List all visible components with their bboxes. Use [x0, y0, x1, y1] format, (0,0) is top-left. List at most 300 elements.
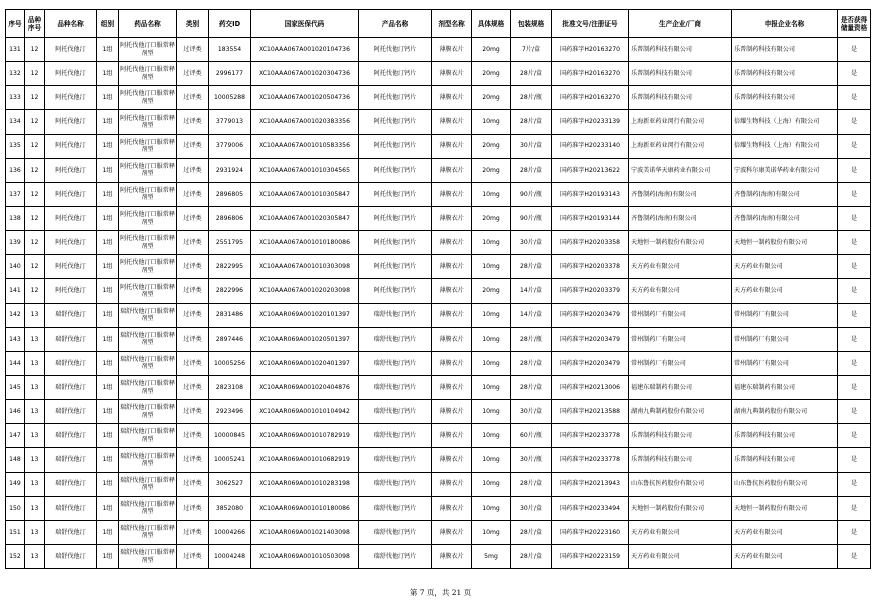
cell-spec: 10mg	[472, 496, 511, 520]
table-row	[6, 520, 871, 544]
cell-variety-index: 13	[25, 472, 45, 496]
cell-variety-index: 12	[25, 62, 45, 86]
cell-variety-name: 瑞舒伐他汀	[45, 303, 97, 327]
col-header-package: 包装规格	[511, 10, 552, 38]
cell-index: 149	[6, 472, 25, 496]
cell-insurance-code: XC10AAR069A001020101397	[251, 303, 359, 327]
table-row	[6, 110, 871, 134]
cell-trade-id: 2923496	[209, 400, 251, 424]
cell-applicant: 宁波科尔康美诺华药业有限公司	[732, 158, 838, 182]
cell-manufacturer: 乐普制药科技有限公司	[629, 62, 732, 86]
cell-variety-name: 瑞舒伐他汀	[45, 400, 97, 424]
cell-group: 1组	[97, 496, 119, 520]
cell-variety-name: 阿托伐他汀	[45, 206, 97, 230]
cell-variety-index: 12	[25, 279, 45, 303]
table-row	[6, 351, 871, 375]
cell-index: 144	[6, 351, 25, 375]
cell-variety-index: 13	[25, 448, 45, 472]
cell-trade-id: 2931924	[209, 158, 251, 182]
cell-dosage-form: 薄膜衣片	[432, 38, 472, 62]
cell-variety-index: 12	[25, 206, 45, 230]
cell-insurance-code: XC10AAA067A001020305847	[251, 206, 359, 230]
cell-group: 1组	[97, 400, 119, 424]
cell-trade-id: 10004266	[209, 520, 251, 544]
cell-index: 150	[6, 496, 25, 520]
cell-package: 28片/盒	[511, 158, 552, 182]
cell-qualified: 是	[838, 472, 871, 496]
cell-variety-index: 12	[25, 255, 45, 279]
cell-applicant: 常州制药厂有限公司	[732, 327, 838, 351]
cell-applicant: 乐普制药科技有限公司	[732, 38, 838, 62]
cell-qualified: 是	[838, 351, 871, 375]
cell-drug-name: 瑞舒伐他汀口服常释剂型	[119, 424, 177, 448]
cell-product-name: 瑞舒伐他汀钙片	[359, 375, 432, 399]
cell-product-name: 阿托伐他汀钙片	[359, 86, 432, 110]
cell-dosage-form: 薄膜衣片	[432, 231, 472, 255]
header-row	[6, 10, 871, 38]
cell-variety-name: 阿托伐他汀	[45, 255, 97, 279]
cell-package: 14片/盒	[511, 303, 552, 327]
cell-trade-id: 3852080	[209, 496, 251, 520]
cell-applicant: 天方药业有限公司	[732, 544, 838, 568]
table-row	[6, 375, 871, 399]
cell-applicant: 天方药业有限公司	[732, 255, 838, 279]
cell-product-name: 瑞舒伐他汀钙片	[359, 400, 432, 424]
cell-group: 1组	[97, 544, 119, 568]
cell-spec: 10mg	[472, 327, 511, 351]
cell-approval-number: 国药准字H20163270	[552, 62, 629, 86]
cell-approval-number: 国药准字H20213006	[552, 375, 629, 399]
cell-product-name: 瑞舒伐他汀钙片	[359, 520, 432, 544]
cell-trade-id: 10004248	[209, 544, 251, 568]
cell-index: 145	[6, 375, 25, 399]
col-header-drug-name: 药品名称	[119, 10, 177, 38]
cell-applicant: 倍耀生物科技（上海）有限公司	[732, 134, 838, 158]
cell-dosage-form: 薄膜衣片	[432, 110, 472, 134]
cell-product-name: 阿托伐他汀钙片	[359, 231, 432, 255]
cell-category: 过评类	[177, 134, 209, 158]
cell-variety-index: 13	[25, 520, 45, 544]
cell-group: 1组	[97, 134, 119, 158]
cell-drug-name: 瑞舒伐他汀口服常释剂型	[119, 448, 177, 472]
cell-trade-id: 2551795	[209, 231, 251, 255]
cell-drug-name: 阿托伐他汀口服常释剂型	[119, 279, 177, 303]
cell-product-name: 瑞舒伐他汀钙片	[359, 496, 432, 520]
cell-manufacturer: 常州制药厂有限公司	[629, 327, 732, 351]
col-header-variety-name: 品种名称	[45, 10, 97, 38]
cell-trade-id: 2996177	[209, 62, 251, 86]
table-row	[6, 231, 871, 255]
cell-package: 28片/盒	[511, 110, 552, 134]
cell-category: 过评类	[177, 279, 209, 303]
cell-category: 过评类	[177, 303, 209, 327]
cell-qualified: 是	[838, 279, 871, 303]
cell-group: 1组	[97, 62, 119, 86]
cell-variety-index: 13	[25, 327, 45, 351]
cell-package: 90片/瓶	[511, 206, 552, 230]
cell-approval-number: 国药准字H20233778	[552, 424, 629, 448]
cell-manufacturer: 天地恒一制药股份有限公司	[629, 231, 732, 255]
cell-dosage-form: 薄膜衣片	[432, 448, 472, 472]
col-header-product-name: 产品名称	[359, 10, 432, 38]
cell-trade-id: 2896805	[209, 182, 251, 206]
cell-category: 过评类	[177, 206, 209, 230]
col-header-category: 类别	[177, 10, 209, 38]
cell-approval-number: 国药准字H20193144	[552, 206, 629, 230]
cell-dosage-form: 薄膜衣片	[432, 351, 472, 375]
cell-spec: 10mg	[472, 110, 511, 134]
cell-category: 过评类	[177, 231, 209, 255]
cell-product-name: 阿托伐他汀钙片	[359, 158, 432, 182]
cell-manufacturer: 宁波美诺华天康药业有限公司	[629, 158, 732, 182]
cell-insurance-code: XC10AAR069A001010104942	[251, 400, 359, 424]
cell-qualified: 是	[838, 448, 871, 472]
cell-approval-number: 国药准字H20203379	[552, 279, 629, 303]
table-row	[6, 279, 871, 303]
cell-dosage-form: 薄膜衣片	[432, 544, 472, 568]
cell-trade-id: 10005256	[209, 351, 251, 375]
cell-variety-name: 阿托伐他汀	[45, 62, 97, 86]
cell-variety-index: 13	[25, 375, 45, 399]
cell-approval-number: 国药准字H20213622	[552, 158, 629, 182]
cell-applicant: 乐普制药科技有限公司	[732, 62, 838, 86]
cell-spec: 10mg	[472, 231, 511, 255]
cell-product-name: 瑞舒伐他汀钙片	[359, 351, 432, 375]
cell-drug-name: 瑞舒伐他汀口服常释剂型	[119, 472, 177, 496]
cell-package: 30片/盒	[511, 496, 552, 520]
cell-variety-index: 13	[25, 424, 45, 448]
table-row	[6, 544, 871, 568]
cell-qualified: 是	[838, 496, 871, 520]
cell-variety-name: 瑞舒伐他汀	[45, 351, 97, 375]
cell-insurance-code: XC10AAA067A001010180086	[251, 231, 359, 255]
cell-product-name: 阿托伐他汀钙片	[359, 110, 432, 134]
cell-manufacturer: 天地恒一制药股份有限公司	[629, 496, 732, 520]
cell-qualified: 是	[838, 400, 871, 424]
cell-insurance-code: XC10AAR069A001010283198	[251, 472, 359, 496]
cell-category: 过评类	[177, 86, 209, 110]
table-header	[6, 10, 871, 38]
cell-trade-id: 183554	[209, 38, 251, 62]
cell-insurance-code: XC10AAR069A001010682919	[251, 448, 359, 472]
cell-index: 131	[6, 38, 25, 62]
cell-spec: 10mg	[472, 424, 511, 448]
cell-dosage-form: 薄膜衣片	[432, 62, 472, 86]
cell-applicant: 天地恒一制药股份有限公司	[732, 496, 838, 520]
cell-drug-name: 瑞舒伐他汀口服常释剂型	[119, 375, 177, 399]
cell-index: 134	[6, 110, 25, 134]
cell-approval-number: 国药准字H20213943	[552, 472, 629, 496]
cell-group: 1组	[97, 448, 119, 472]
cell-package: 14片/盒	[511, 279, 552, 303]
cell-drug-name: 阿托伐他汀口服常释剂型	[119, 206, 177, 230]
page-footer: 第 7 页，共 21 页	[409, 588, 472, 597]
cell-trade-id: 2823108	[209, 375, 251, 399]
cell-qualified: 是	[838, 86, 871, 110]
cell-variety-index: 12	[25, 134, 45, 158]
cell-package: 28片/盒	[511, 62, 552, 86]
cell-variety-name: 瑞舒伐他汀	[45, 496, 97, 520]
cell-variety-name: 阿托伐他汀	[45, 38, 97, 62]
cell-approval-number: 国药准字H20223160	[552, 520, 629, 544]
cell-variety-index: 12	[25, 182, 45, 206]
cell-category: 过评类	[177, 62, 209, 86]
cell-category: 过评类	[177, 351, 209, 375]
cell-group: 1组	[97, 424, 119, 448]
cell-manufacturer: 乐普制药科技有限公司	[629, 448, 732, 472]
cell-variety-index: 12	[25, 38, 45, 62]
cell-approval-number: 国药准字H20203378	[552, 255, 629, 279]
cell-spec: 10mg	[472, 351, 511, 375]
cell-qualified: 是	[838, 134, 871, 158]
cell-applicant: 天地恒一制药股份有限公司	[732, 231, 838, 255]
cell-manufacturer: 天方药业有限公司	[629, 544, 732, 568]
cell-package: 30片/盒	[511, 134, 552, 158]
cell-qualified: 是	[838, 544, 871, 568]
cell-trade-id: 10005288	[209, 86, 251, 110]
cell-spec: 20mg	[472, 62, 511, 86]
cell-qualified: 是	[838, 327, 871, 351]
cell-group: 1组	[97, 327, 119, 351]
cell-applicant: 常州制药厂有限公司	[732, 303, 838, 327]
table-row	[6, 86, 871, 110]
cell-group: 1组	[97, 279, 119, 303]
table-row	[6, 255, 871, 279]
cell-insurance-code: XC10AAR069A001010503098	[251, 544, 359, 568]
cell-spec: 10mg	[472, 520, 511, 544]
cell-spec: 10mg	[472, 400, 511, 424]
cell-product-name: 瑞舒伐他汀钙片	[359, 327, 432, 351]
col-header-qualified: 是否获得储量资格	[838, 10, 871, 38]
cell-variety-name: 阿托伐他汀	[45, 110, 97, 134]
cell-trade-id: 2822995	[209, 255, 251, 279]
cell-product-name: 瑞舒伐他汀钙片	[359, 448, 432, 472]
cell-approval-number: 国药准字H20203479	[552, 351, 629, 375]
cell-package: 30片/盒	[511, 400, 552, 424]
table-row	[6, 206, 871, 230]
cell-approval-number: 国药准字H20233494	[552, 496, 629, 520]
cell-trade-id: 2831486	[209, 303, 251, 327]
cell-manufacturer: 乐普制药科技有限公司	[629, 38, 732, 62]
cell-index: 133	[6, 86, 25, 110]
cell-drug-name: 阿托伐他汀口服常释剂型	[119, 38, 177, 62]
cell-index: 132	[6, 62, 25, 86]
cell-spec: 5mg	[472, 544, 511, 568]
cell-drug-name: 瑞舒伐他汀口服常释剂型	[119, 496, 177, 520]
cell-variety-name: 瑞舒伐他汀	[45, 472, 97, 496]
col-header-dosage-form: 剂型名称	[432, 10, 472, 38]
cell-group: 1组	[97, 182, 119, 206]
cell-variety-index: 13	[25, 400, 45, 424]
cell-variety-name: 瑞舒伐他汀	[45, 520, 97, 544]
cell-drug-name: 阿托伐他汀口服常释剂型	[119, 62, 177, 86]
cell-insurance-code: XC10AAR069A001010180086	[251, 496, 359, 520]
cell-spec: 20mg	[472, 158, 511, 182]
cell-drug-name: 瑞舒伐他汀口服常释剂型	[119, 303, 177, 327]
cell-trade-id: 2896806	[209, 206, 251, 230]
cell-package: 30片/瓶	[511, 448, 552, 472]
table-row	[6, 303, 871, 327]
cell-variety-name: 瑞舒伐他汀	[45, 544, 97, 568]
cell-category: 过评类	[177, 448, 209, 472]
cell-manufacturer: 天方药业有限公司	[629, 279, 732, 303]
cell-qualified: 是	[838, 520, 871, 544]
cell-drug-name: 阿托伐他汀口服常释剂型	[119, 110, 177, 134]
cell-insurance-code: XC10AAA067A001010304565	[251, 158, 359, 182]
cell-drug-name: 瑞舒伐他汀口服常释剂型	[119, 400, 177, 424]
cell-approval-number: 国药准字H20233778	[552, 448, 629, 472]
cell-category: 过评类	[177, 182, 209, 206]
cell-approval-number: 国药准字H20233139	[552, 110, 629, 134]
cell-approval-number: 国药准字H20203479	[552, 303, 629, 327]
col-header-trade-id: 药交ID	[209, 10, 251, 38]
cell-manufacturer: 常州制药厂有限公司	[629, 351, 732, 375]
cell-category: 过评类	[177, 400, 209, 424]
cell-index: 152	[6, 544, 25, 568]
cell-group: 1组	[97, 158, 119, 182]
table-row	[6, 448, 871, 472]
cell-qualified: 是	[838, 206, 871, 230]
cell-spec: 20mg	[472, 279, 511, 303]
cell-category: 过评类	[177, 544, 209, 568]
cell-qualified: 是	[838, 424, 871, 448]
cell-qualified: 是	[838, 158, 871, 182]
cell-applicant: 山东鲁抗医药股份有限公司	[732, 472, 838, 496]
cell-applicant: 乐普制药科技有限公司	[732, 86, 838, 110]
cell-applicant: 倍耀生物科技（上海）有限公司	[732, 110, 838, 134]
cell-variety-name: 瑞舒伐他汀	[45, 424, 97, 448]
drug-list-table	[5, 9, 871, 569]
cell-insurance-code: XC10AAA067A001020383356	[251, 110, 359, 134]
cell-category: 过评类	[177, 327, 209, 351]
cell-spec: 20mg	[472, 206, 511, 230]
cell-dosage-form: 薄膜衣片	[432, 206, 472, 230]
cell-approval-number: 国药准字H20163270	[552, 86, 629, 110]
cell-index: 151	[6, 520, 25, 544]
cell-applicant: 福建东瑞制药有限公司	[732, 375, 838, 399]
cell-product-name: 阿托伐他汀钙片	[359, 182, 432, 206]
cell-dosage-form: 薄膜衣片	[432, 255, 472, 279]
cell-product-name: 瑞舒伐他汀钙片	[359, 472, 432, 496]
cell-variety-index: 13	[25, 303, 45, 327]
cell-qualified: 是	[838, 38, 871, 62]
cell-insurance-code: XC10AAR069A001020501397	[251, 327, 359, 351]
cell-spec: 10mg	[472, 255, 511, 279]
cell-drug-name: 瑞舒伐他汀口服常释剂型	[119, 544, 177, 568]
table-row	[6, 182, 871, 206]
cell-applicant: 天方药业有限公司	[732, 279, 838, 303]
table-row	[6, 400, 871, 424]
cell-variety-name: 阿托伐他汀	[45, 86, 97, 110]
table-row	[6, 134, 871, 158]
cell-index: 142	[6, 303, 25, 327]
cell-trade-id: 10000845	[209, 424, 251, 448]
cell-drug-name: 阿托伐他汀口服常释剂型	[119, 158, 177, 182]
cell-dosage-form: 薄膜衣片	[432, 182, 472, 206]
cell-group: 1组	[97, 472, 119, 496]
cell-variety-name: 阿托伐他汀	[45, 231, 97, 255]
cell-manufacturer: 天方药业有限公司	[629, 255, 732, 279]
cell-spec: 10mg	[472, 375, 511, 399]
cell-package: 28片/盒	[511, 544, 552, 568]
cell-dosage-form: 薄膜衣片	[432, 279, 472, 303]
cell-insurance-code: XC10AAR069A001020404876	[251, 375, 359, 399]
cell-spec: 10mg	[472, 182, 511, 206]
cell-approval-number: 国药准字H20163270	[552, 38, 629, 62]
cell-variety-index: 12	[25, 86, 45, 110]
cell-product-name: 阿托伐他汀钙片	[359, 62, 432, 86]
cell-category: 过评类	[177, 424, 209, 448]
table-row	[6, 62, 871, 86]
table-row	[6, 472, 871, 496]
cell-insurance-code: XC10AAR069A001010782919	[251, 424, 359, 448]
cell-package: 28片/盒	[511, 351, 552, 375]
col-header-group: 组别	[97, 10, 119, 38]
cell-product-name: 阿托伐他汀钙片	[359, 38, 432, 62]
cell-index: 141	[6, 279, 25, 303]
cell-insurance-code: XC10AAA067A001020104736	[251, 38, 359, 62]
cell-variety-name: 瑞舒伐他汀	[45, 375, 97, 399]
cell-dosage-form: 薄膜衣片	[432, 472, 472, 496]
cell-package: 7片/盒	[511, 38, 552, 62]
cell-approval-number: 国药准字H20213588	[552, 400, 629, 424]
cell-drug-name: 瑞舒伐他汀口服常释剂型	[119, 351, 177, 375]
cell-category: 过评类	[177, 520, 209, 544]
cell-approval-number: 国药准字H20203479	[552, 327, 629, 351]
cell-package: 30片/盒	[511, 231, 552, 255]
cell-drug-name: 阿托伐他汀口服常释剂型	[119, 231, 177, 255]
cell-group: 1组	[97, 231, 119, 255]
cell-drug-name: 阿托伐他汀口服常释剂型	[119, 134, 177, 158]
cell-applicant: 天方药业有限公司	[732, 520, 838, 544]
cell-variety-index: 13	[25, 544, 45, 568]
cell-dosage-form: 薄膜衣片	[432, 400, 472, 424]
cell-insurance-code: XC10AAA067A001020203098	[251, 279, 359, 303]
cell-manufacturer: 上海新亚药业闵行有限公司	[629, 134, 732, 158]
cell-package: 60片/瓶	[511, 424, 552, 448]
cell-variety-name: 阿托伐他汀	[45, 158, 97, 182]
cell-index: 146	[6, 400, 25, 424]
cell-applicant: 齐鲁制药(海南)有限公司	[732, 182, 838, 206]
cell-trade-id: 10005241	[209, 448, 251, 472]
cell-manufacturer: 齐鲁制药(海南)有限公司	[629, 206, 732, 230]
cell-product-name: 瑞舒伐他汀钙片	[359, 303, 432, 327]
cell-insurance-code: XC10AAA067A001010305847	[251, 182, 359, 206]
cell-qualified: 是	[838, 231, 871, 255]
cell-manufacturer: 齐鲁制药(海南)有限公司	[629, 182, 732, 206]
cell-manufacturer: 山东鲁抗医药股份有限公司	[629, 472, 732, 496]
cell-group: 1组	[97, 86, 119, 110]
table-row	[6, 496, 871, 520]
cell-dosage-form: 薄膜衣片	[432, 424, 472, 448]
cell-trade-id: 3062527	[209, 472, 251, 496]
cell-dosage-form: 薄膜衣片	[432, 134, 472, 158]
col-header-insurance-code: 国家医保代码	[251, 10, 359, 38]
cell-applicant: 常州制药厂有限公司	[732, 351, 838, 375]
table-row	[6, 424, 871, 448]
cell-variety-name: 瑞舒伐他汀	[45, 327, 97, 351]
cell-insurance-code: XC10AAA067A001020304736	[251, 62, 359, 86]
cell-product-name: 瑞舒伐他汀钙片	[359, 424, 432, 448]
cell-drug-name: 阿托伐他汀口服常释剂型	[119, 255, 177, 279]
cell-dosage-form: 薄膜衣片	[432, 496, 472, 520]
cell-applicant: 乐普制药科技有限公司	[732, 448, 838, 472]
cell-group: 1组	[97, 110, 119, 134]
cell-drug-name: 瑞舒伐他汀口服常释剂型	[119, 520, 177, 544]
cell-applicant: 湖南九典制药股份有限公司	[732, 400, 838, 424]
cell-index: 135	[6, 134, 25, 158]
table-row	[6, 158, 871, 182]
